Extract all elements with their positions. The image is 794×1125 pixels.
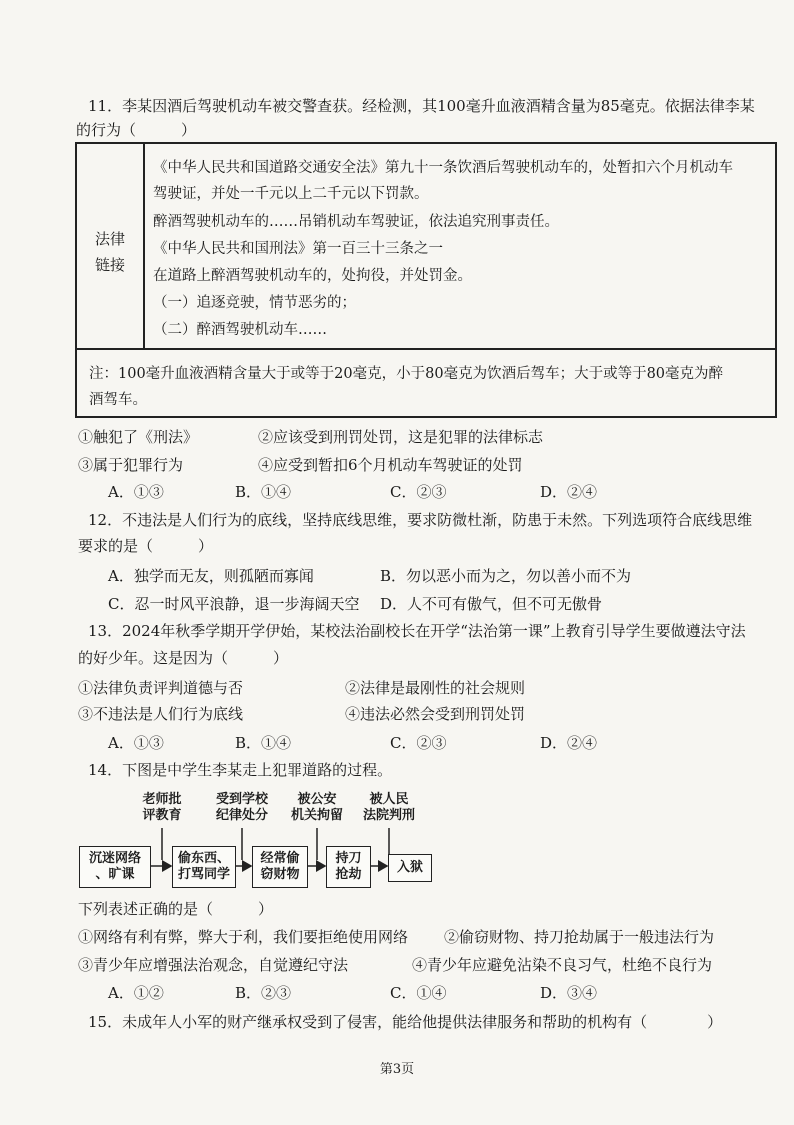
law-text-line: 《中华人民共和国道路交通安全法》第九十一条饮酒后驾驶机动车的，处暂扣六个月机动车 — [153, 160, 733, 176]
diagram-label-3-line1: 被公安 — [297, 792, 337, 807]
q14-item-1: ①网络有利有弊，弊大于利，我们要拒绝使用网络 — [78, 928, 409, 946]
diagram-step-4 — [326, 846, 371, 888]
q12-option-c[interactable]: C．忍一时风平浪静，退一步海阔天空 — [108, 595, 360, 613]
q13-item-3: ③不违法是人们行为底线 — [78, 705, 244, 723]
q14-item-2: ②偷窃财物、持刀抢劫属于一般违法行为 — [444, 928, 715, 946]
q11-stem-line2: 的行为（ ） — [76, 121, 197, 139]
note-line1: 注：100毫升血液酒精含量大于或等于20毫克，小于80毫克为饮酒后驾车；大于或等于80毫克为醉 — [89, 366, 724, 382]
q14-item-3: ③青少年应增强法治观念，自觉遵纪守法 — [78, 956, 349, 974]
q13-option-b[interactable]: B．①④ — [235, 734, 292, 752]
q14-stem: 14．下图是中学生李某走上犯罪道路的过程。 — [88, 761, 393, 779]
diagram-step-2-line1: 偷东西、 — [177, 851, 230, 866]
q11-item-1: ①触犯了《刑法》 — [78, 428, 199, 446]
diagram-step-2 — [172, 846, 236, 888]
diagram-label-1-line2: 评教育 — [142, 808, 182, 823]
diagram-label-3-line2: 机关拘留 — [290, 808, 343, 823]
diagram-step-1-line2: 、旷课 — [95, 867, 135, 882]
q12-option-d[interactable]: D．人不可有傲气，但不可无傲骨 — [380, 595, 603, 613]
q12-stem-line2: 要求的是（ ） — [78, 537, 214, 555]
q13-option-a[interactable]: A．①③ — [108, 734, 164, 752]
diagram-step-3 — [252, 846, 308, 888]
q13-stem-line2: 的好少年。这是因为（ ） — [78, 649, 289, 667]
diagram-label-4-line1: 被人民 — [369, 792, 409, 807]
q11-item-4: ④应受到暂扣6个月机动车驾驶证的处罚 — [258, 456, 523, 474]
diagram-step-1-line1: 沉迷网络 — [88, 851, 141, 866]
diagram-step-3-line2: 窃财物 — [260, 867, 300, 882]
diagram-step-3-line1: 经常偷 — [260, 851, 300, 866]
q12-option-b[interactable]: B．勿以恶小而为之，勿以善小而不为 — [380, 567, 632, 585]
law-text-line: （二）醉酒驾驶机动车…… — [153, 322, 327, 338]
law-link-label-line2: 链接 — [94, 256, 125, 274]
q14-prompt: 下列表述正确的是（ ） — [78, 900, 274, 918]
q12-stem-line1: 12．不违法是人们行为的底线，坚持底线思维，要求防微杜渐，防患于未然。下列选项符合底线思维 — [88, 511, 753, 529]
q14-option-d[interactable]: D．③④ — [540, 984, 598, 1002]
diagram-label-4-line2: 法院判刑 — [362, 808, 415, 823]
q11-option-b[interactable]: B．①④ — [235, 483, 292, 501]
law-text-line: 驾驶证，并处一千元以上二千元以下罚款。 — [153, 186, 429, 202]
law-text-line: 《中华人民共和国刑法》第一百三十三条之一 — [153, 241, 443, 257]
diagram-step-1 — [79, 846, 151, 888]
diagram-step-5 — [388, 854, 432, 882]
q13-stem-line1: 13．2024年秋季学期开学伊始，某校法治副校长在开学“法治第一课”上教育引导学生要做遵法守法 — [88, 622, 746, 640]
diagram-step-4-line1: 持刀 — [335, 851, 362, 866]
law-text-line: 醉酒驾驶机动车的……吊销机动车驾驶证，依法追究刑事责任。 — [153, 214, 559, 230]
diagram-step-5-line1: 入狱 — [396, 860, 423, 875]
q13-option-d[interactable]: D．②④ — [540, 734, 598, 752]
q15-stem: 15．未成年人小军的财产继承权受到了侵害，能给他提供法律服务和帮助的机构有（ ） — [88, 1013, 723, 1031]
diagram-label-2-line2: 纪律处分 — [215, 808, 268, 823]
diagram-step-4-line2: 抢劫 — [335, 867, 362, 882]
diagram-step-2-line2: 打骂同学 — [177, 867, 230, 882]
q14-item-4: ④青少年应避免沾染不良习气，杜绝不良行为 — [412, 956, 713, 974]
q13-item-1: ①法律负责评判道德与否 — [78, 679, 244, 697]
q11-option-d[interactable]: D．②④ — [540, 483, 598, 501]
note-line2: 酒驾车。 — [89, 392, 147, 408]
diagram-label-1-line1: 老师批 — [142, 792, 182, 807]
q13-item-2: ②法律是最刚性的社会规则 — [345, 679, 526, 697]
q11-option-a[interactable]: A．①③ — [108, 483, 164, 501]
q11-item-3: ③属于犯罪行为 — [78, 456, 184, 474]
q14-option-b[interactable]: B．②③ — [235, 984, 292, 1002]
q11-item-2: ②应该受到刑罚处罚，这是犯罪的法律标志 — [258, 428, 544, 446]
q12-option-a[interactable]: A．独学而无友，则孤陋而寡闻 — [108, 567, 314, 585]
law-text-line: （一）追逐竞驶，情节恶劣的； — [153, 295, 356, 311]
q11-option-c[interactable]: C．②③ — [390, 483, 447, 501]
law-text-line: 在道路上醉酒驾驶机动车的，处拘役，并处罚金。 — [153, 268, 472, 284]
diagram-label-2-line1: 受到学校 — [215, 792, 268, 807]
law-link-label-line1: 法律 — [94, 230, 125, 248]
q11-stem-line1: 11．李某因酒后驾驶机动车被交警查获。经检测，其100毫升血液酒精含量为85毫克。依据法律李某 — [88, 97, 755, 115]
page-number: 第3页 — [379, 1062, 415, 1077]
q13-option-c[interactable]: C．②③ — [390, 734, 447, 752]
q14-option-a[interactable]: A．①② — [108, 984, 164, 1002]
q13-item-4: ④违法必然会受到刑罚处罚 — [345, 705, 526, 723]
q14-option-c[interactable]: C．①④ — [390, 984, 447, 1002]
